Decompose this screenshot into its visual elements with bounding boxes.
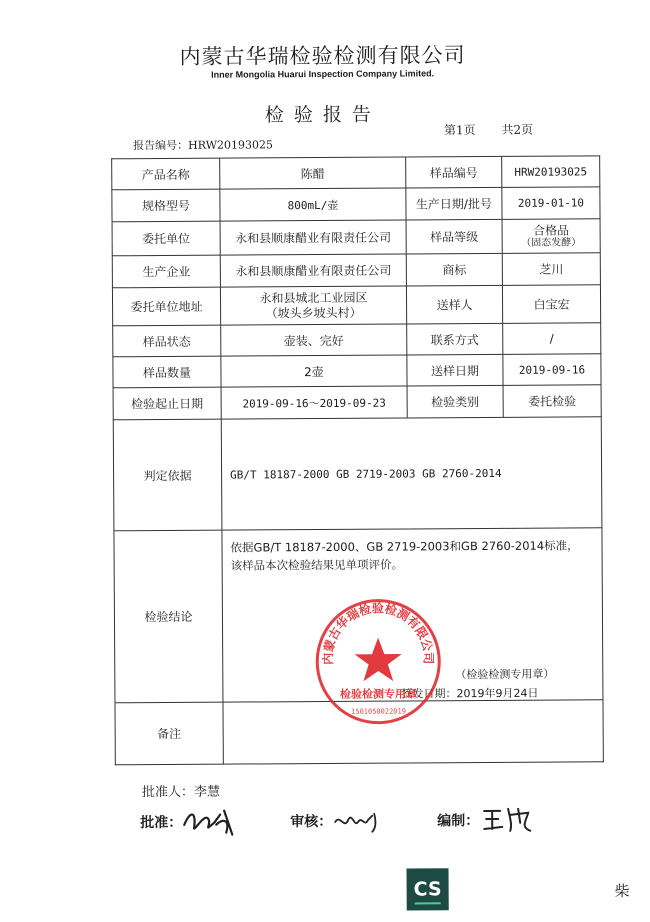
report-number: 报告编号：HRW20193025 — [133, 138, 274, 153]
client-value: 永和县顺康醋业有限责任公司 — [220, 220, 406, 255]
manufacturer-label: 生产企业 — [112, 255, 220, 288]
reviewer-signature-icon — [332, 808, 382, 836]
remark-label: 备注 — [115, 702, 223, 765]
page-total: 共2页 — [501, 122, 534, 137]
product-name-value: 陈醋 — [220, 157, 406, 189]
client-address-value — [220, 286, 406, 325]
seal-ring-text: 内蒙古华瑞检验检测有限公司 — [321, 601, 436, 665]
compile-label: 编制： — [437, 813, 480, 830]
table-row — [113, 323, 601, 357]
compiler-signature-icon — [480, 803, 536, 835]
approver-name: 批准人：李慧 — [141, 784, 221, 801]
table-row — [113, 417, 602, 531]
sender-label: 送样人 — [406, 285, 502, 324]
category-value: 委托检验 — [503, 385, 601, 418]
seal-inner-text: 检验检测专用章 — [339, 687, 417, 701]
basis-value: GB/T 18187-2000 GB 2719-2003 GB 2760-2014 — [221, 417, 602, 530]
review-label: 审核： — [290, 813, 333, 831]
corner-character: 柴 — [614, 882, 630, 901]
inspection-seal-icon — [313, 596, 444, 727]
grade-sub: （固态发酵） — [521, 236, 582, 249]
grade-label: 样品等级 — [406, 219, 502, 254]
table-row — [112, 253, 600, 288]
report-title: 检验报告 — [264, 103, 381, 127]
conclusion-text: 依据GB/T 18187-2000、GB 2719-2003和GB 2760-2014标准，该样品本次检验结果见单项评价。 — [230, 538, 579, 573]
sample-no-label: 样品编号 — [406, 156, 502, 188]
table-row — [112, 187, 600, 222]
issue-date: 签发日期：2019年9月24日 — [401, 686, 539, 701]
sample-state-label: 样品状态 — [113, 325, 221, 357]
company-name-cn: 内蒙古华瑞检验检测有限公司 — [179, 43, 466, 69]
period-value: 2019-09-16～2019-09-23 — [221, 386, 407, 419]
prod-date-value: 2019-01-10 — [502, 187, 600, 220]
signature-row — [2, 806, 650, 832]
approve-label: 批准： — [140, 814, 183, 832]
table-row — [113, 385, 601, 420]
spec-label: 规格型号 — [112, 189, 220, 222]
sample-no-value: HRW20193025 — [502, 156, 600, 188]
table-row — [113, 354, 601, 388]
brand-label: 商标 — [406, 253, 502, 286]
table-row — [112, 285, 600, 326]
stamp-note: （检验检测专用章） — [455, 667, 555, 682]
company-name-en: Inner Mongolia Huarui Inspection Company Limited. — [211, 68, 435, 80]
conclusion-label: 检验结论 — [114, 530, 223, 703]
brand-value: 芝川 — [502, 253, 600, 286]
grade-main: 合格品 — [533, 223, 570, 238]
period-label: 检验起止日期 — [113, 387, 221, 420]
sender-value: 白宝宏 — [502, 285, 600, 324]
category-label: 检验类别 — [407, 385, 503, 418]
client-address-line2: （坡头乡坡头村） — [265, 305, 362, 320]
basis-label: 判定依据 — [113, 419, 222, 531]
client-address-line1: 永和县城北工业园区 — [259, 290, 368, 305]
seal-code: 1501050022019 — [351, 707, 406, 716]
send-date-value: 2019-09-16 — [503, 354, 601, 386]
contact-value: / — [503, 323, 601, 355]
sample-state-value: 壶装、完好 — [221, 324, 407, 356]
table-row — [112, 156, 600, 190]
send-date-label: 送样日期 — [407, 354, 503, 386]
contact-label: 联系方式 — [407, 323, 503, 355]
product-name-label: 产品名称 — [112, 158, 220, 190]
spec-value: 800mL/壶 — [220, 188, 406, 221]
client-address-label: 委托单位地址 — [112, 287, 220, 326]
approver-signature-icon — [180, 805, 238, 839]
grade-value — [502, 219, 600, 254]
sample-qty-label: 样品数量 — [113, 356, 221, 388]
table-row — [112, 219, 600, 256]
page-current: 第1页 — [443, 123, 476, 138]
client-label: 委托单位 — [112, 221, 220, 256]
manufacturer-value: 永和县顺康醋业有限责任公司 — [220, 254, 406, 287]
page-indicator — [444, 121, 555, 139]
prod-date-label: 生产日期/批号 — [406, 187, 502, 220]
sample-qty-value: 2壶 — [221, 355, 407, 387]
camscanner-logo-icon: CS — [406, 868, 448, 910]
